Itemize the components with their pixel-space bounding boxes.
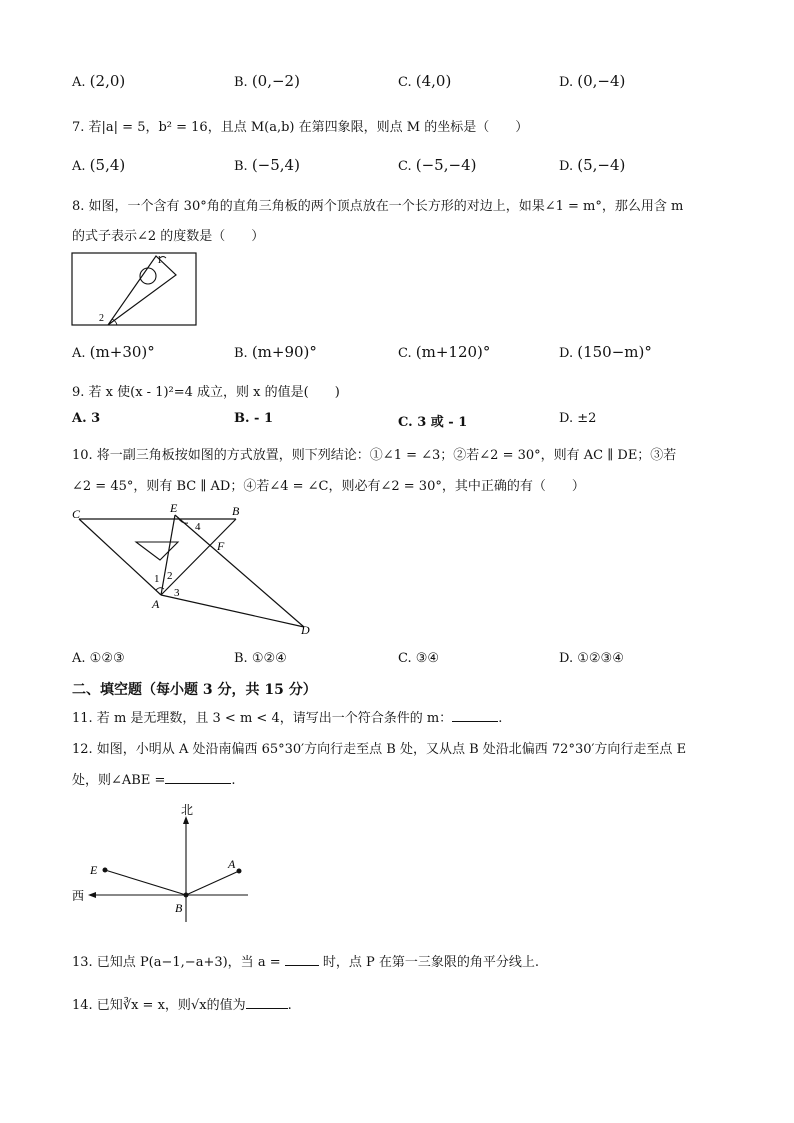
angle1-label: 1	[157, 255, 162, 266]
angle3-label: 3	[174, 587, 180, 599]
q9-option-d: D. ±2	[559, 411, 597, 426]
q8-stem-line2: 的式子表示∠2 的度数是（ ）	[72, 229, 265, 244]
label-a: A	[152, 597, 160, 611]
q10-option-b: B. ①②④	[234, 651, 287, 666]
q10-option-c: C. ③④	[398, 651, 440, 666]
q7-option-c: C. (−5,−4)	[398, 156, 477, 174]
point-b	[184, 893, 189, 898]
q7-option-d: D. (5,−4)	[559, 156, 626, 174]
q9-option-b: B. - 1	[234, 411, 274, 426]
q7-stem: 7. 若|a| = 5，b² = 16，且点 M(a,b) 在第四象限，则点 M 的坐标是（ ）	[72, 120, 529, 135]
q10-option-a: A. ①②③	[72, 651, 125, 666]
line-ba	[186, 871, 239, 895]
angle4-label: 4	[195, 521, 201, 533]
q13-answer-blank[interactable]	[285, 953, 319, 966]
q11-answer-blank[interactable]	[452, 709, 498, 722]
q9-option-a: A. 3	[72, 411, 101, 426]
q8-option-a: A. (m+30)°	[72, 343, 155, 361]
q8-option-c: C. (m+120)°	[398, 343, 491, 361]
q7-option-b: B. (−5,4)	[234, 156, 300, 174]
sqrt-expression: √x	[190, 998, 207, 1013]
q14-stem: 14. 已知∛x = x，则√x的值为 .	[72, 998, 292, 1013]
angle1-label: 1	[154, 573, 160, 585]
label-c: C	[72, 507, 81, 521]
west-arrow	[88, 892, 96, 898]
q12-stem-line2: 处，则∠ABE = .	[72, 773, 236, 788]
q10-figure	[68, 500, 328, 645]
q9-option-c: C. 3 或 - 1	[398, 415, 468, 430]
angle-a-arc	[156, 588, 164, 590]
angle2-label: 2	[167, 570, 173, 582]
west-label: 西	[72, 889, 85, 903]
q14-answer-blank[interactable]	[246, 996, 288, 1009]
q12-stem-line1: 12. 如图，小明从 A 处沿南偏西 65°30′方向行走至点 B 处，又从点 B 处沿北偏西 72°30′方向行走至点 E	[72, 742, 687, 757]
label-d: D	[301, 623, 310, 637]
section2-title: 二、填空题（每小题 3 分，共 15 分）	[72, 682, 317, 698]
q13-stem: 13. 已知点 P(a−1,−a+3)，当 a = 时，点 P 在第一三象限的角平分线上.	[72, 955, 540, 970]
label-a: A	[228, 857, 236, 871]
q6-option-d: D. (0,−4)	[559, 72, 626, 90]
q9-stem: 9. 若 x 使(x - 1)²=4 成立，则 x 的值是( )	[72, 385, 340, 400]
q8-option-b: B. (m+90)°	[234, 343, 317, 361]
q10-option-d: D. ①②③④	[559, 651, 624, 666]
line-ca	[79, 519, 161, 595]
north-label: 北	[181, 803, 194, 817]
point-a	[237, 869, 242, 874]
q8-stem-line1: 8. 如图，一个含有 30°角的直角三角板的两个顶点放在一个长方形的对边上，如果∠1 = m°，那么用含 m	[72, 199, 684, 214]
q7-option-a: A. (5,4)	[72, 156, 126, 174]
angle2-label: 2	[99, 313, 104, 324]
q6-option-c: C. (4,0)	[398, 72, 452, 90]
label-b: B	[175, 901, 183, 915]
north-arrow	[183, 816, 189, 824]
q8-option-d: D. (150−m)°	[559, 343, 652, 361]
line-ad	[161, 595, 304, 627]
q11-stem: 11. 若 m 是无理数，且 3 < m < 4，请写出一个符合条件的 m： .	[72, 711, 503, 726]
point-e	[103, 868, 108, 873]
label-e: E	[90, 863, 98, 877]
q10-stem-line2: ∠2 = 45°，则有 BC ∥ AD；④若∠4 = ∠C，则必有∠2 = 30°，其中正确的有（ ）	[72, 479, 585, 494]
label-f: F	[217, 539, 225, 553]
q12-figure	[68, 798, 258, 928]
q6-option-b: B. (0,−2)	[234, 72, 300, 90]
label-b: B	[232, 504, 240, 518]
q8-figure	[70, 250, 200, 330]
q6-option-a: A. (2,0)	[72, 72, 126, 90]
line-be	[105, 870, 186, 895]
cube-root-expression: ∛x = x	[122, 998, 165, 1013]
label-e: E	[170, 501, 178, 515]
triangle-ruler	[108, 256, 176, 325]
inner-triangle	[136, 542, 178, 560]
q10-stem-line1: 10. 将一副三角板按如图的方式放置，则下列结论：①∠1 = ∠3；②若∠2 = 30°，则有 AC ∥ DE；③若	[72, 448, 677, 463]
rectangle	[72, 253, 196, 325]
q12-answer-blank[interactable]	[165, 771, 231, 784]
